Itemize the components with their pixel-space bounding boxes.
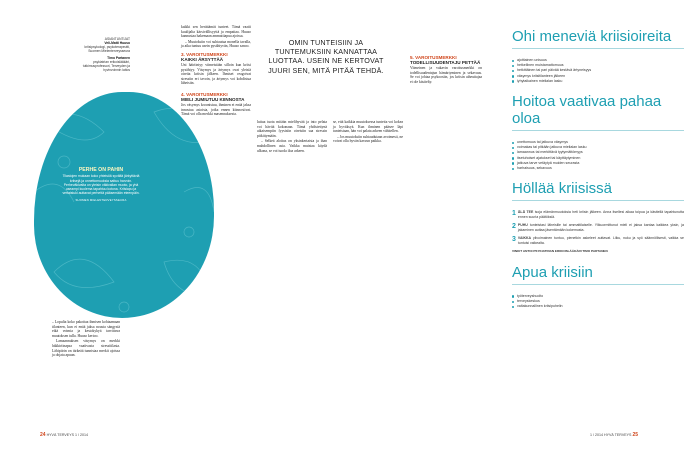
list-item: lamaannus tai merkittävä tyytymättömyys	[512, 150, 684, 155]
section3-number: 3. VAROITUSMERKKI	[181, 51, 228, 57]
list-item: itsetuhoiset ajatukset tai käyttäytyminen	[512, 156, 684, 161]
info-panel	[512, 28, 684, 418]
leaf-pattern-icon	[34, 92, 214, 318]
left-issue: 1 / 2014	[75, 433, 88, 437]
tip-text-1: isoja elämänmuutoksia heti kriisin jälkeen. Anna itsellesi aikaa toipua ja käsitellä tapahtunutta ennen suuria päätöksiä.	[517, 210, 684, 219]
list-item: terveyskeskus	[512, 299, 684, 304]
tip-source: VINKIT ANTOI PSYKIATRIAN ERIKOISLÄÄKÄRI TIMO PARTANEN	[512, 249, 608, 254]
section3-text: Uni häiriintyy viimeistään silloin kun kriisi pysähtyy. Väsymys ja ärtymys ovat yleisiä oireita kriisin jälkeen. Ihmiset reagoivat stressiin eri tavoin, ja ärtymys voi kohdistua läheisiin.	[181, 62, 251, 86]
section5-title: TODELLISUUDENTAJU PETTÄÄ	[410, 60, 481, 65]
tip-block-3	[512, 236, 684, 245]
list-item: työterveyshuolto	[512, 294, 684, 299]
large-quote: OMIN TUNTEISIIN JA TUNTEMUKSIIN KANNATTAA LUOTTAA. USEIN NE KERTOVAT JUURI SEN, MITÄ PITÄÄ TEHDÄ.	[268, 38, 384, 75]
col4-paragraph-2: – Jos muutoksiin suhtaudutaan avoimesti, ne voivat olla hyvän kasvun paikka.	[333, 134, 403, 144]
list-item: unettomuus tai jatkuva väsymys	[512, 140, 684, 145]
expert-name-1: Veli-Matti Huuso	[104, 41, 130, 45]
section4-heading	[181, 92, 251, 102]
heading-ease-up: Höllää kriisissä	[512, 180, 613, 198]
col2-paragraph-2: – Muutoksiin voi suhtautua monella tavalla, ja aika tuntuu usein pysähtyvän, Huuso sanoo.	[181, 39, 251, 49]
experts-label: ASIANTUNTIJAT	[104, 37, 130, 41]
text-column-2	[181, 25, 251, 118]
section3-heading	[181, 52, 251, 62]
tip-lead-1: ÄLÄ TEE	[517, 210, 534, 215]
text-column-3	[257, 120, 327, 154]
left-footer	[40, 432, 88, 438]
col2-paragraph-1: kaikki sen herättämät tunteet. Tämä vaatii kuulijalta kärsivällisyyttä ja empatiaa. Huuso kannustaa hakemaan ammattiapua ajoissa.	[181, 25, 251, 39]
pullquote-box	[62, 168, 140, 202]
tip-number-3: 3	[512, 236, 516, 244]
pullquote-source: SUOMEN MIELENTERVEYSSEURA	[75, 197, 127, 202]
list-item: väsymys kriisitilanteen jälkeen	[512, 74, 684, 79]
text-column-5	[410, 25, 482, 85]
pullquote-title: PERHE ON PAHIN	[78, 167, 124, 173]
list-item: hetkellinen muistamattomuus	[512, 63, 684, 68]
expert-credits	[82, 37, 130, 72]
list-needs-treatment	[512, 140, 684, 171]
list-crisis-help	[512, 294, 684, 310]
text-column-4	[333, 120, 403, 145]
text-column-1	[52, 320, 120, 359]
list-item: valtakunnallinen kriisipuhelin	[512, 304, 684, 309]
section4-text: Jos väsymys kroonistuu, ihminen ei enää jaksa innostua asioista, jotka ennen kiinnostivat. Tämä voi olla merkki masennuksesta.	[181, 102, 251, 117]
tip-text-3: ylivoimainen tuntuu, pienetkin askeleet auttavat. Liiku, nuku ja syö säännöllisesti, vaikka se tuntuisi vaikealta.	[517, 236, 684, 245]
expert-name-2: Timo Partanen	[107, 56, 130, 60]
col1-paragraph-2: Lamaannuksen väsymys on merkki häkkiriinapsa vaativasta stressitilasta. Lähipiirin on tärkeää tunnistaa merkit ajoissa ja ohjata apuun.	[52, 339, 120, 358]
pullquote-text: Tilastojen mukaan koko yhteisöä syvältä järkyttäviä kriisejä ja onnettomuuksia sattuu harvoin. Perheväkivalta on yleisin väkivallan muoto, ja yhä useampi kuolema tapahtuu kotona. Kriisiapu ja vertaistuki auttavat perhettä pääsemään eteenpäin.	[62, 174, 140, 196]
heading-passing-symptoms: Ohi meneviä kriisioireita	[512, 28, 672, 45]
section5-heading	[410, 55, 482, 65]
list-item: lyhytaikainen mielialan lasku	[512, 79, 684, 84]
right-magazine-name: HYVÄ TERVEYS	[604, 433, 632, 437]
left-page-number: 24	[40, 432, 46, 438]
section3-title: KAIKKI ÄRSYTTÄÄ	[181, 56, 224, 62]
expert-role-2: psykiatrian erikoislääkäri, tutkimusprofessori, Terveyden ja hyvinvoinnin laitos	[82, 60, 130, 72]
tip-text-2: tunteistasi läheisille tai ammattilaiselle. Ylikuormittunut mieli ei jaksa kantaa kaikkea yksin, ja jakaminen auttaa jäsentämään kokemusta.	[517, 223, 684, 232]
section4-title: MIELI JUMIUTUU KIINNOSTA	[181, 96, 245, 102]
section4-number: 4. VAROITUSMERKKI	[181, 91, 228, 97]
right-issue: 1 / 2014	[590, 433, 603, 437]
tip-lead-2: PUHU	[517, 223, 528, 228]
col3-paragraph-1: luttua tuota mitään mielihyvää ja into pelata voi hävitä kokonaan. Tämä yhdistettynä aikaisempiin fyysisiin oireisiin saa stressin pitkittymään.	[257, 120, 327, 138]
col4-paragraph-1: se, että kaikkia muutoksessa tunteita voi kokea ja hyväksyä. Kun ihminen pääsee läpi tunteistaan, hän voi palata arkeen vähitellen.	[333, 120, 403, 134]
list-item: harhaisuus, sekavuus	[512, 166, 684, 171]
tip-number-1: 1	[512, 210, 516, 218]
tip-block-2	[512, 223, 684, 232]
left-magazine-name: HYVÄ TERVEYS	[46, 433, 74, 437]
right-page-number: 25	[632, 432, 638, 438]
list-passing-symptoms	[512, 58, 684, 84]
list-item: hetkittäinen tai pari päivää kestävä ärtyneisyys	[512, 68, 684, 73]
decorative-teal-shape	[34, 92, 214, 318]
col3-paragraph-2: – Selkeä aloitus on yksinkertaista ja ihan mahdollinen asia. Vaikka muistaa käydä ulkona, se voi tuoda iloa arkeen.	[257, 139, 327, 153]
expert-role-1: kriisipsykologi, psykoterapeutti, Suomen Mielenterveysseura	[84, 45, 130, 53]
tip-block-1	[512, 210, 684, 219]
heading-needs-treatment: Hoitoa vaativaa pahaa oloa	[512, 93, 662, 128]
col1-paragraph-1: – Lopulta koko pakottaa ihmisen kohtaamaan tilanteen, kun ei enää jaksa nousta sängystä eikä voimia ja kestokykyä tarvittava muutoksen tulla. Huuso kertoo.	[52, 320, 120, 338]
tip-number-2: 2	[512, 223, 516, 231]
list-item: ajoittainen unisuus	[512, 58, 684, 63]
section5-text: Viimeinen ja vakavin varoitusmerkki on todellisuudentajun hämärtyminen ja sekavuus. Se voi johtaa psykoosiin, jos kriisin aiheuttajaa ei ole käsitelty.	[410, 66, 482, 84]
list-item: voimakas tai pitkään jatkuva mielialan lasku	[512, 145, 684, 150]
right-footer	[590, 432, 638, 438]
list-item: jatkuva tarve vetäytyä muiden seurasta	[512, 161, 684, 166]
tip-lead-3: VAIKKA	[517, 236, 532, 241]
section5-number: 5. VAROITUSMERKKI	[410, 55, 457, 60]
heading-crisis-help: Apua kriisiin	[512, 263, 593, 281]
